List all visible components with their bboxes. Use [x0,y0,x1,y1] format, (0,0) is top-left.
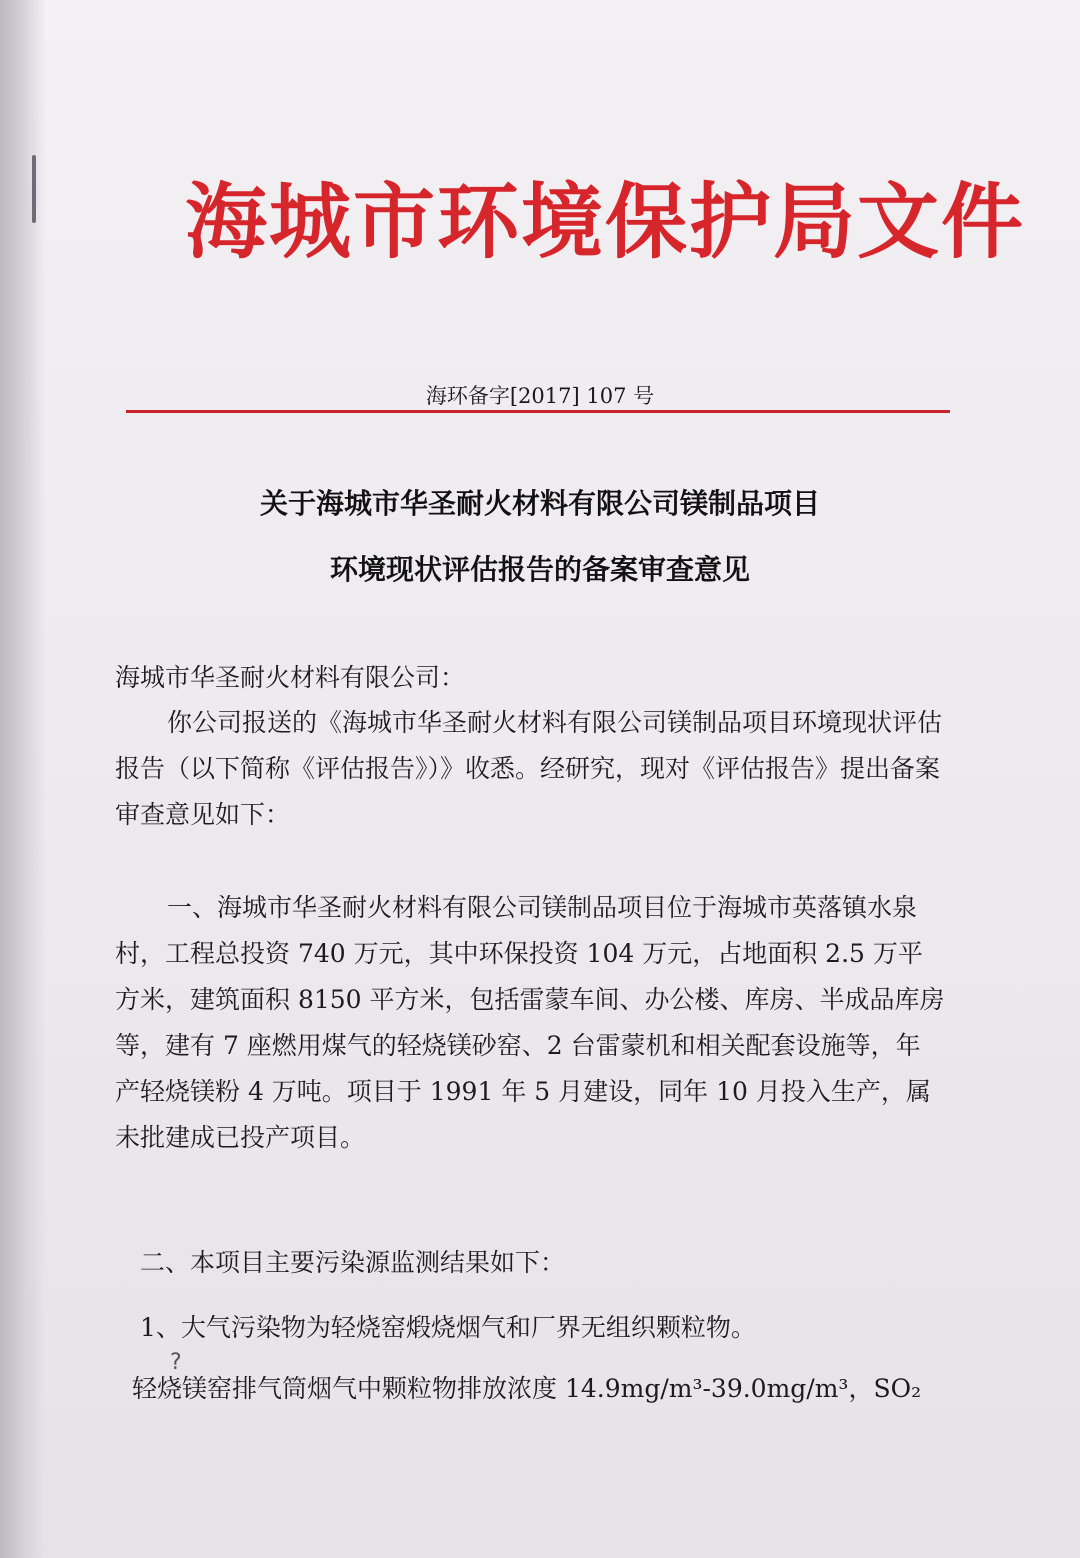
staple [32,155,36,223]
section-1-paragraph: 一、海城市华圣耐火材料有限公司镁制品项目位于海城市英落镇水泉村，工程总投资 740 万元，其中环保投资 104 万元，占地面积 2.5 万平方米，建筑面积 8150 平方米，包括雷蒙车间、办公楼、库房、半成品库房等，建有 7 座燃用煤气的轻烧镁砂窑、2 台雷蒙机和相关配套设施等，年产轻烧镁粉 4 万吨。项目于 1991 年 5 月建设，同年 10 月投入生产，属未批建成已投产项目。 [115,893,945,1152]
masthead-title: 海城市环境保护局文件 [185,174,1026,270]
red-divider-rule [126,410,950,413]
page-edge-shadow [0,0,46,1558]
item-1-text: 1、大气污染物为轻烧窑煅烧烟气和厂界无组织颗粒物。 [140,1313,756,1342]
intro-paragraph: 你公司报送的《海城市华圣耐火材料有限公司镁制品项目环境现状评估报告（以下简称《评估报告》）》收悉。经研究，现对《评估报告》提出备案审查意见如下： [115,708,943,829]
handwritten-mark: ? [170,1350,182,1375]
document-title-line-1: 关于海城市华圣耐火材料有限公司镁制品项目 [259,487,820,520]
document-number: 海环备字[2017] 107 号 [425,384,655,408]
addressee: 海城市华圣耐火材料有限公司： [115,663,466,692]
section-2-heading: 二、本项目主要污染源监测结果如下： [140,1248,566,1277]
document-title-line-2: 环境现状评估报告的备案审查意见 [329,553,750,586]
emission-line-partial: 轻烧镁窑排气筒烟气中颗粒物排放浓度 14.9mg/m³-39.0mg/m³，SO₂ [132,1374,922,1403]
